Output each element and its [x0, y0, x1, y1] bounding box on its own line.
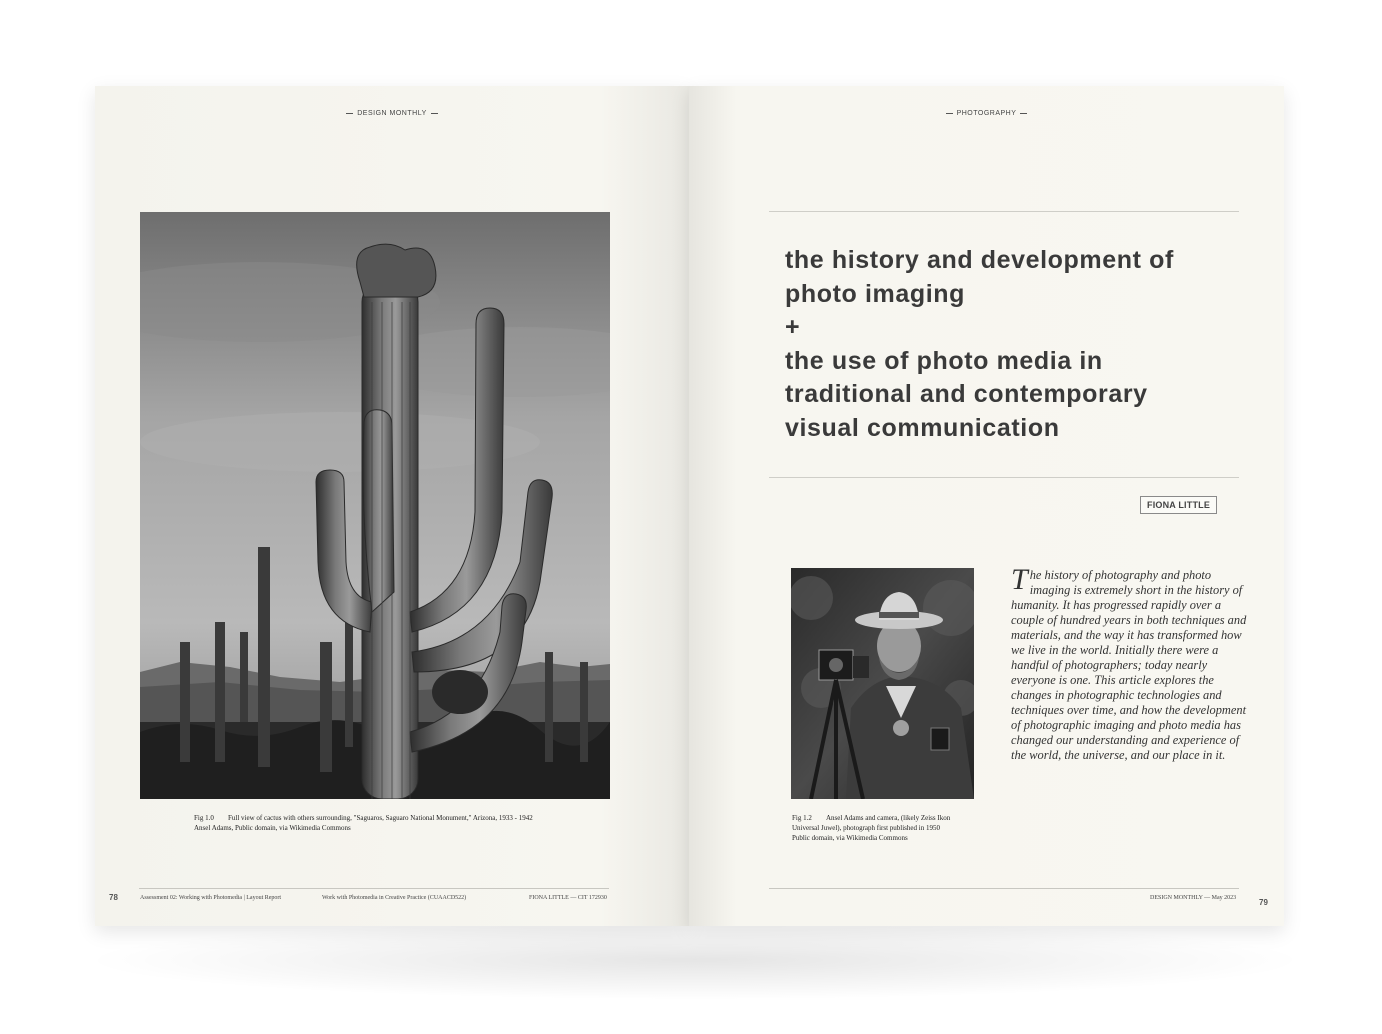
figure-caption-1 — [194, 813, 614, 833]
headline-line: the use of photo media in — [785, 346, 1103, 375]
caption-line: Universal Juwel), photograph first published in 1950 — [792, 824, 940, 832]
footer-publication: DESIGN MONTHLY — May 2023 — [1150, 895, 1237, 901]
author-badge: FIONA LITTLE — [1140, 496, 1217, 514]
title-rule-bottom — [769, 477, 1239, 478]
footer-rule-right — [769, 888, 1239, 889]
footer-rule-left — [139, 888, 609, 889]
footer-author-id: FIONA LITTLE — CIT 172930 — [529, 895, 607, 901]
left-page — [95, 86, 689, 926]
running-head-right — [689, 110, 1284, 117]
footer-course: Assessment 02: Working with Photomedia | Layout Report — [140, 895, 282, 901]
running-head-text: DESIGN MONTHLY — [357, 110, 427, 117]
footer-unit: Work with Photomedia in Creative Practice (CUAACD522) — [322, 895, 467, 901]
ansel-adams-photograph — [791, 568, 974, 799]
caption-credit: Public domain, via Wikimedia Commons — [792, 834, 908, 842]
running-head-text: PHOTOGRAPHY — [956, 110, 1017, 117]
page-number-right: 79 — [1259, 898, 1268, 907]
headline-line: traditional and contemporary — [785, 380, 1148, 408]
headline-line: the history and development of — [785, 246, 1174, 274]
headline-line: visual communication — [785, 413, 1060, 442]
caption-credit: Ansel Adams, Public domain, via Wikimedia Commons — [194, 824, 351, 832]
article-headline — [785, 244, 1245, 445]
figure-label: Fig 1.0 — [194, 814, 214, 822]
caption-line: Full view of cactus with others surrounding, "Saguaros, Saguaro National Monument," Arizona, 1933 - 1942 — [228, 814, 533, 822]
headline-line: photo imaging — [785, 279, 965, 308]
intro-paragraph: he history of photography and photo imaging is extremely short in the history of humanity. It has progressed rapidly over a couple of hundred years in both techniques and materials, and the way it has transformed how we live in the world. Initially there were a handful of photographers; today nearly everyone is one. This article explores the changes in photographic technologies and techniques over time, and how the development of photographic imaging and photo media has changed our understanding and experience of the world, the universe, and our place in it. — [1011, 568, 1247, 762]
figure-caption-2 — [792, 813, 992, 843]
drop-cap: T — [1011, 563, 1028, 596]
page-number-left: 78 — [109, 893, 118, 902]
cactus-photograph — [140, 212, 610, 799]
headline-line: + — [785, 313, 801, 341]
title-rule-top — [769, 211, 1239, 212]
spread-shadow — [80, 920, 1310, 1000]
figure-label: Fig 1.2 — [792, 814, 812, 822]
article-intro-text — [1011, 563, 1251, 763]
running-head-left — [95, 110, 689, 117]
caption-line: Ansel Adams and camera, (likely Zeiss Ikon — [826, 814, 951, 822]
right-page — [689, 86, 1284, 926]
